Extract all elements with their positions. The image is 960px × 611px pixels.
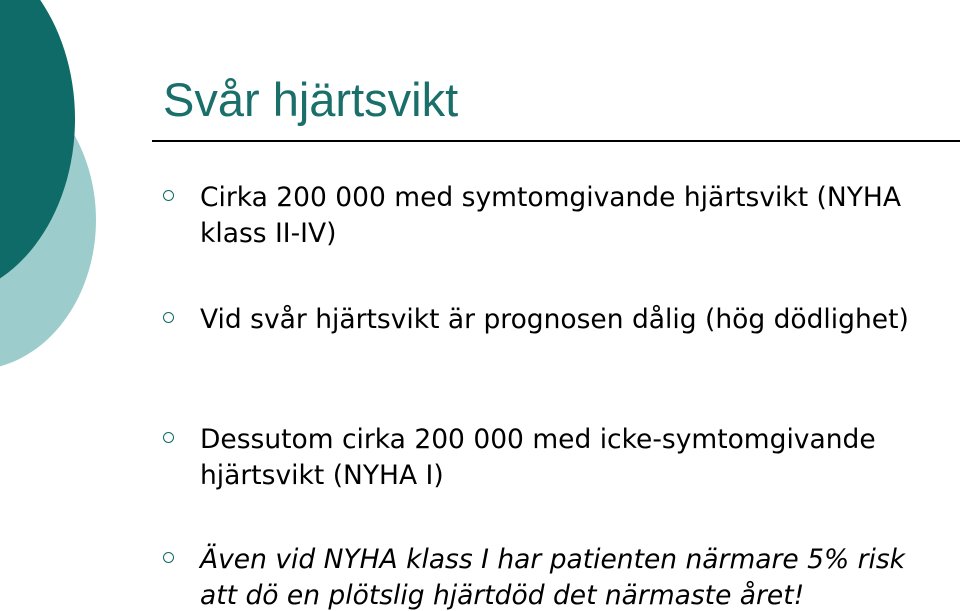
bullet-text: Dessutom cirka 200 000 med icke-symtomgivande hjärtsvikt (NYHA I) — [200, 424, 876, 491]
circle-bullet-icon — [163, 432, 174, 443]
circle-bullet-icon — [163, 552, 174, 563]
title-underline — [152, 140, 960, 142]
slide-title: Svår hjärtsvikt — [163, 73, 459, 126]
bullet-text: Även vid NYHA klass I har patienten närmare 5% risk att dö en plötslig hjärtdöd det närmaste året! — [200, 544, 905, 611]
circle-bullet-icon — [163, 312, 174, 323]
bullet-text: Cirka 200 000 med symtomgivande hjärtsvikt (NYHA klass II-IV) — [200, 182, 901, 249]
circle-bullet-icon — [163, 190, 174, 201]
bullet-text: Vid svår hjärtsvikt är prognosen dålig (hög dödlighet) — [200, 304, 909, 335]
